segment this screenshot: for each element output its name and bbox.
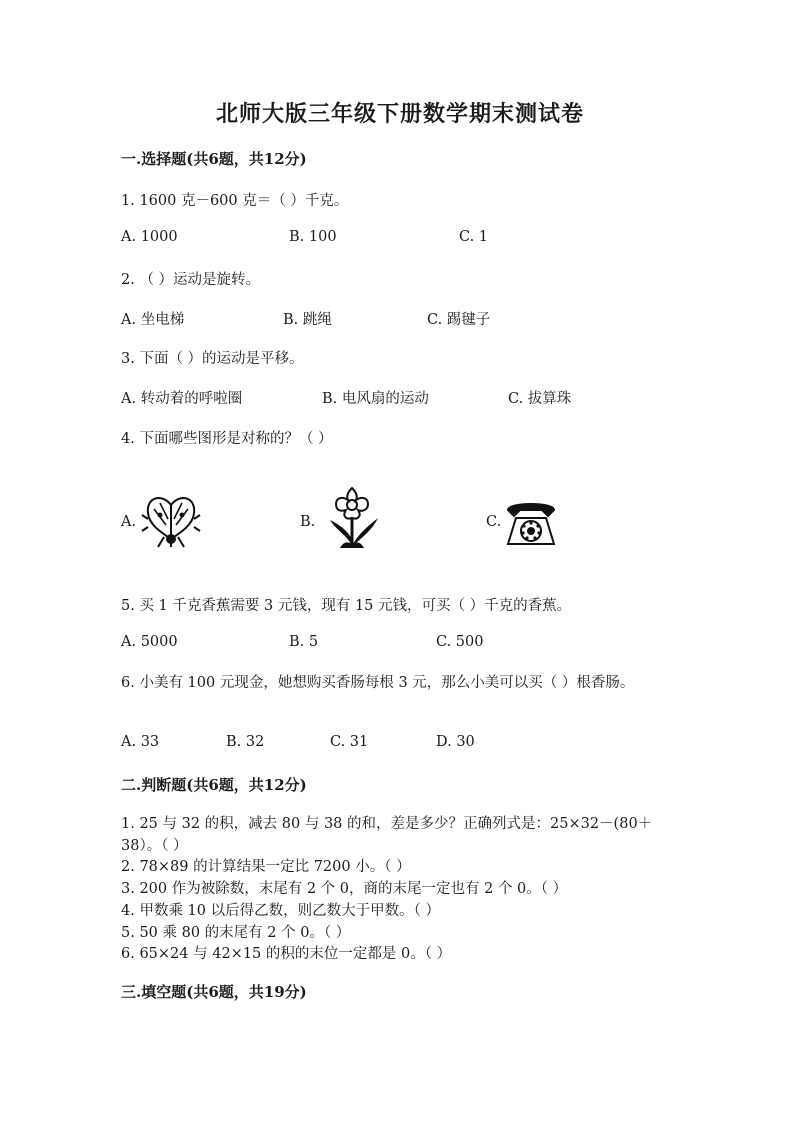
q5-option-c: C. 500 <box>436 634 484 650</box>
bug-icon <box>140 489 202 551</box>
q6-option-d: D. 30 <box>436 734 475 750</box>
section-heading-judge: 二.判断题(共6题，共12分) <box>121 776 307 794</box>
judge-3: 3. 200 作为被除数，末尾有 2 个 0，商的末尾一定也有 2 个 0。（ ） <box>121 881 568 897</box>
q4-option-c: C. <box>486 514 502 530</box>
q3-option-c: C. 拔算珠 <box>508 391 572 407</box>
judge-2: 2. 78×89 的计算结果一定比 7200 小。（ ） <box>121 859 411 875</box>
section-heading-fill: 三.填空题(共6题，共19分) <box>121 983 307 1001</box>
question-2: 2. （ ）运动是旋转。 <box>121 272 261 288</box>
q1-option-a: A. 1000 <box>121 229 178 245</box>
question-6: 6. 小美有 100 元现金，她想购买香肠每根 3 元，那么小美可以买（ ）根香肠。 <box>121 675 635 691</box>
judge-5: 5. 50 乘 80 的末尾有 2 个 0。（ ） <box>121 925 351 941</box>
q1-option-b: B. 100 <box>289 229 337 245</box>
question-5: 5. 买 1 千克香蕉需要 3 元钱，现有 15 元钱，可买（ ）千克的香蕉。 <box>121 598 572 614</box>
q2-option-b: B. 跳绳 <box>283 312 332 328</box>
q6-option-b: B. 32 <box>226 734 265 750</box>
judge-6: 6. 65×24 与 42×15 的积的末位一定都是 0。（ ） <box>121 946 452 962</box>
judge-4: 4. 甲数乘 10 以后得乙数，则乙数大于甲数。（ ） <box>121 903 440 919</box>
q6-option-a: A. 33 <box>121 734 160 750</box>
q1-option-c: C. 1 <box>459 229 489 245</box>
q2-option-a: A. 坐电梯 <box>121 312 185 328</box>
q4-option-b: B. <box>300 514 316 530</box>
question-1: 1. 1600 克－600 克＝（ ）千克。 <box>121 193 349 209</box>
judge-1: 1. 25 与 32 的积，减去 80 与 38 的和，差是多少？正确列式是：25×32－(80＋38）。（ ） <box>121 816 653 854</box>
section-heading-choice: 一.选择题(共6题，共12分) <box>121 150 307 168</box>
q5-option-b: B. 5 <box>289 634 319 650</box>
question-3: 3. 下面（ ）的运动是平移。 <box>121 351 304 367</box>
telephone-icon <box>500 492 562 554</box>
q6-option-c: C. 31 <box>330 734 369 750</box>
page-title: 北师大版三年级下册数学期末测试卷 <box>215 101 584 127</box>
q3-option-a: A. 转动着的呼啦圈 <box>121 391 243 407</box>
q2-option-c: C. 踢毽子 <box>427 312 491 328</box>
flower-icon <box>322 484 382 550</box>
q4-option-a: A. <box>121 514 137 530</box>
question-4: 4. 下面哪些图形是对称的？（ ） <box>121 431 333 447</box>
q5-option-a: A. 5000 <box>121 634 178 650</box>
q3-option-b: B. 电风扇的运动 <box>322 391 429 407</box>
